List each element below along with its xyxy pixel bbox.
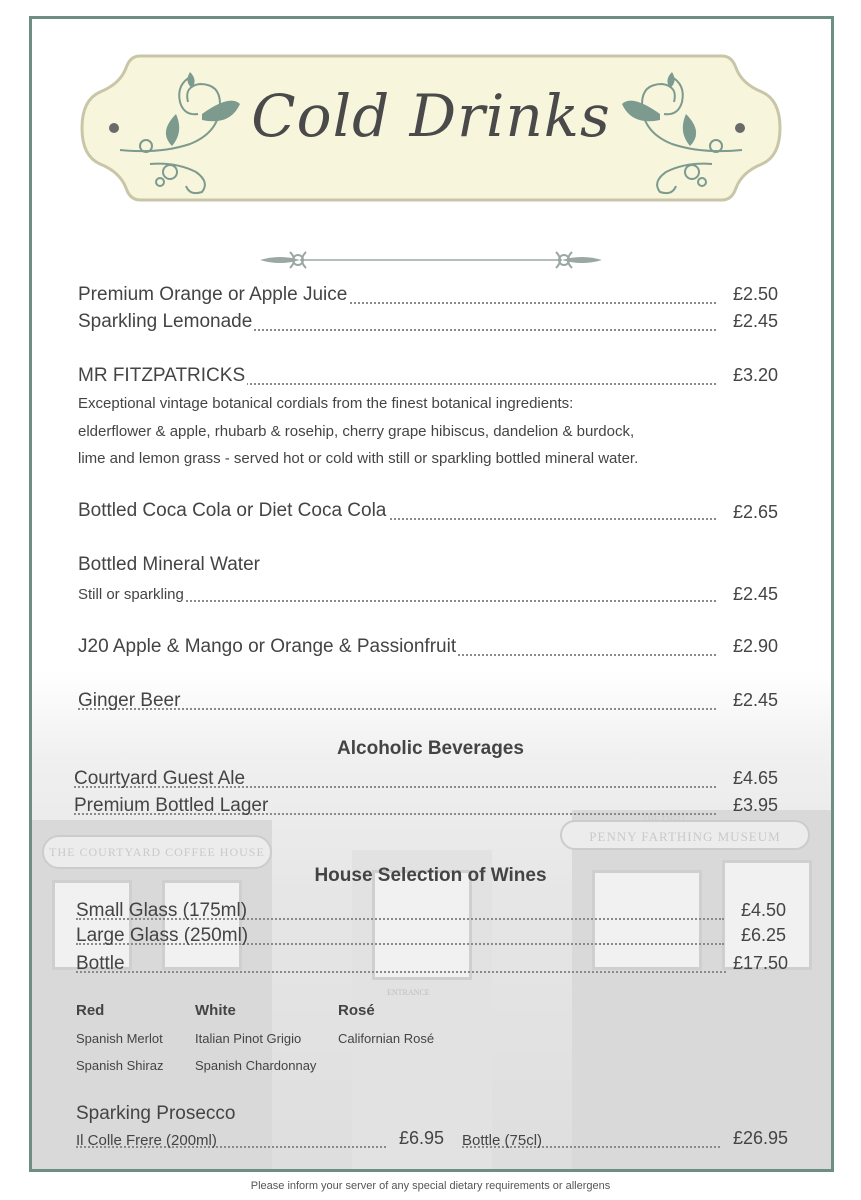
item-price: £2.45: [732, 690, 778, 710]
item-price: £6.25: [740, 925, 786, 945]
item-name: Il Colle Frere (200ml): [76, 1132, 217, 1149]
mineral-water-heading: Bottled Mineral Water: [78, 554, 260, 575]
item-price: £2.50: [732, 284, 778, 304]
wine-column-heading: White: [195, 1002, 236, 1019]
menu-item-mineral-water: [78, 582, 778, 608]
wine-item: Californian Rosé: [338, 1031, 435, 1046]
menu-item-j20: [78, 636, 778, 662]
menu-item-guest-ale: [74, 768, 778, 794]
item-name: Ginger Beer: [78, 690, 181, 711]
title-plaque: [80, 54, 782, 202]
wines-heading: House Selection of Wines: [314, 865, 547, 886]
item-name: Bottle: [76, 953, 125, 974]
wine-column-rose: [338, 1002, 434, 1058]
allergen-notice: Please inform your server of any special dietary requirements or allergens: [250, 1180, 611, 1192]
menu-item-small-glass: [76, 900, 786, 926]
coffee-house-sign: THE COURTYARD COFFEE HOUSE: [42, 835, 272, 869]
wine-column-red: [76, 1002, 163, 1085]
item-price: £2.45: [732, 584, 778, 604]
alcoholic-heading: Alcoholic Beverages: [337, 738, 524, 759]
museum-sign-top: THE FIRST: [642, 812, 687, 822]
menu-item-bottled-lager: [74, 795, 778, 821]
museum-sign: PENNY FARTHING MUSEUM: [560, 820, 810, 850]
item-name: Bottled Coca Cola or Diet Coca Cola: [78, 500, 387, 521]
item-price: £17.50: [732, 953, 788, 973]
fitzpatricks-description-2: elderflower & apple, rhubarb & rosehip, cherry grape hibiscus, dandelion & burdock,: [78, 423, 635, 440]
dot-leader: [76, 971, 726, 973]
menu-item-ginger-beer: [78, 690, 778, 716]
menu-item-large-glass: [76, 925, 786, 951]
item-price: £2.90: [732, 636, 778, 656]
prosecco-heading: Sparking Prosecco: [76, 1103, 236, 1124]
item-price: £2.65: [732, 502, 778, 522]
item-name: Large Glass (250ml): [76, 925, 249, 946]
item-name: Premium Bottled Lager: [74, 795, 269, 816]
wine-item: Spanish Merlot: [76, 1031, 163, 1046]
menu-item-prosecco-bottle: [462, 1128, 788, 1154]
item-name: J20 Apple & Mango or Orange & Passionfruit: [78, 636, 457, 657]
menu-item-orange-juice: [78, 284, 778, 310]
item-price: £3.95: [732, 795, 778, 815]
fitzpatricks-description-1: Exceptional vintage botanical cordials from the finest botanical ingredients:: [78, 395, 574, 412]
menu-item-bottle: [76, 953, 788, 979]
item-name: Bottle (75cl): [462, 1132, 543, 1149]
item-name: Still or sparkling: [78, 586, 184, 603]
wine-column-white: [195, 1002, 316, 1085]
fitzpatricks-description-3: lime and lemon grass - served hot or cold with still or sparkling bottled mineral water.: [78, 450, 639, 467]
wine-item: Italian Pinot Grigio: [195, 1031, 302, 1046]
menu-item-fitzpatricks: [78, 365, 778, 391]
item-name: Sparkling Lemonade: [78, 311, 253, 332]
entrance-sign: ENTRANCE: [387, 988, 430, 997]
menu-item-lemonade: [78, 311, 778, 337]
wine-item: Spanish Shiraz: [76, 1058, 164, 1073]
item-price: £6.95: [398, 1128, 444, 1148]
item-name: MR FITZPATRICKS: [78, 365, 246, 386]
menu-item-prosecco-small: [76, 1128, 444, 1154]
wine-column-heading: Rosé: [338, 1002, 375, 1019]
wine-item: Spanish Chardonnay: [195, 1058, 317, 1073]
divider-ornament: [260, 248, 602, 272]
item-name: Courtyard Guest Ale: [74, 768, 246, 789]
item-price: £26.95: [732, 1128, 788, 1148]
page-title: Cold Drinks: [251, 82, 611, 150]
item-name: Small Glass (175ml): [76, 900, 248, 921]
item-price: £3.20: [732, 365, 778, 385]
item-price: £4.65: [732, 768, 778, 788]
item-price: £2.45: [732, 311, 778, 331]
item-price: £4.50: [740, 900, 786, 920]
wine-column-heading: Red: [76, 1002, 105, 1019]
item-name: Premium Orange or Apple Juice: [78, 284, 348, 305]
menu-item-coca-cola: [78, 500, 778, 526]
